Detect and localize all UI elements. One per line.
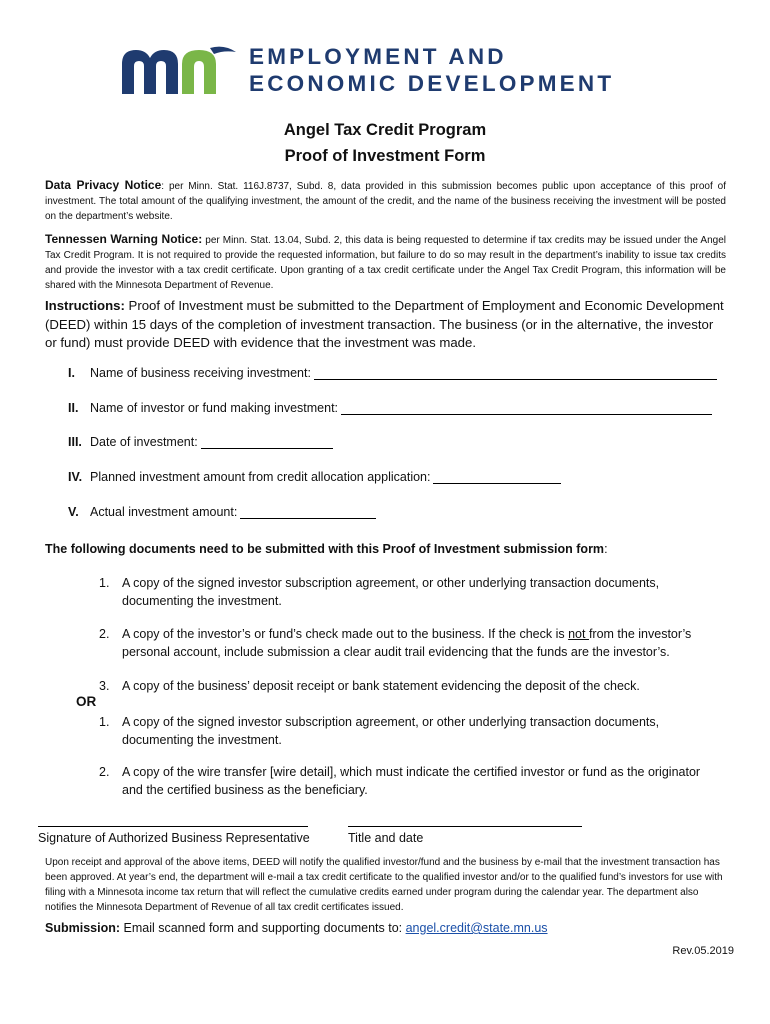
- item-number: 2.: [99, 627, 110, 641]
- document-item: [99, 574, 739, 614]
- field-label: Name of investor or fund making investment:: [90, 401, 339, 415]
- mn-logo: [120, 42, 238, 94]
- field-number: V.: [68, 505, 79, 519]
- item-number: 1.: [99, 576, 110, 590]
- field-planned-amount: [68, 470, 561, 484]
- tennessen-text: per Minn. Stat. 13.04, Subd. 2, this data is being requested to determine if tax credits may be issued under the Angel Tax Credit Program. It is not required to provide the requested information, but failure to do so may result in the department’s inability to issue tax credits and provide the investor with a tax credit certificate. Upon granting of a tax credit certificate under the Angel Tax Credit Program, this information will be shared with the Minnesota Department of Revenue.: [45, 235, 727, 291]
- item-text-line2: and the certified business as the beneficiary.: [122, 783, 368, 797]
- title-date-label: Title and date: [348, 831, 424, 845]
- item-text-part-b: from the investor’s: [588, 627, 692, 641]
- business-name-input[interactable]: [314, 366, 717, 380]
- signature-line[interactable]: [38, 826, 308, 827]
- form-title-line2: Proof of Investment Form: [284, 147, 486, 165]
- org-line1: EMPLOYMENT AND: [249, 44, 507, 69]
- item-text-line2: documenting the investment.: [122, 594, 282, 608]
- item-number: 2.: [99, 765, 110, 779]
- instructions: [45, 297, 727, 353]
- field-investor-name: [68, 401, 712, 415]
- item-text-line1: [122, 625, 691, 643]
- documents-heading: [45, 542, 608, 556]
- document-item: [99, 625, 739, 665]
- field-number: II.: [68, 401, 79, 415]
- document-item: [99, 677, 739, 697]
- logo-swoosh: [210, 47, 236, 54]
- form-title-line1: Angel Tax Credit Program: [283, 121, 487, 139]
- planned-amount-input[interactable]: [433, 470, 561, 484]
- org-line2: ECONOMIC DEVELOPMENT: [249, 71, 615, 96]
- field-label: Actual investment amount:: [90, 505, 238, 519]
- instructions-label: Instructions:: [45, 298, 125, 313]
- logo-n-shape: [182, 50, 216, 94]
- item-text-part-a: A copy of the investor’s or fund’s check made out to the business. If the check is: [122, 627, 569, 641]
- item-text-emphasis: not: [568, 627, 589, 641]
- field-investment-date: [68, 435, 333, 449]
- instructions-text: Proof of Investment must be submitted to the Department of Employment and Economic Development (DEED) within 15 days of the completion of investment transaction. The business (or in the alternative, the investor or fund) must provide DEED with evidence that the investment was made.: [45, 298, 724, 350]
- submission-email-link[interactable]: angel.credit@state.mn.us: [405, 921, 548, 935]
- item-text-line2: documenting the investment.: [122, 733, 282, 747]
- item-text-line1: A copy of the signed investor subscription agreement, or other underlying transaction documents,: [122, 715, 660, 729]
- privacy-label: Data Privacy Notice: [45, 178, 162, 192]
- item-text-line2: personal account, include submission a clear audit trail evidencing that the funds are the investor’s.: [122, 645, 670, 659]
- item-number: 1.: [99, 715, 110, 729]
- documents-heading-text: The following documents need to be submitted with this Proof of Investment submission form: [45, 542, 605, 556]
- field-actual-amount: [68, 505, 376, 519]
- item-text-line1: A copy of the wire transfer [wire detail], which must indicate the certified investor or fund as the originator: [122, 765, 701, 779]
- field-business-name: [68, 366, 717, 380]
- field-number: I.: [68, 366, 75, 380]
- org-name: [249, 43, 614, 97]
- document-item: [99, 713, 739, 753]
- tennessen-warning: [45, 232, 726, 293]
- documents-heading-colon: :: [604, 542, 608, 556]
- title-date-line[interactable]: [348, 826, 582, 827]
- signature-label: Signature of Authorized Business Representative: [38, 831, 310, 845]
- or-separator: OR: [76, 694, 97, 709]
- approval-notice: Upon receipt and approval of the above items, DEED will notify the qualified investor/fund and the business by e-mail that the investment transaction has been approved. At year’s end, the department will e-mail a tax credit certificate to the qualified investor and/or to the qualified fund’s investors for use with filing with a Minnesota income tax return that will reflect the cumulative credits earned under program during the calendar year. The department also notifies the Minnesota Department of Revenue of all tax credit certificates issued.: [45, 857, 723, 913]
- field-number: III.: [68, 435, 82, 449]
- field-number: IV.: [68, 470, 83, 484]
- field-label: Name of business receiving investment:: [90, 366, 311, 380]
- tennessen-label: Tennessen Warning Notice:: [45, 232, 203, 246]
- data-privacy-notice: [45, 178, 726, 224]
- revision-label: Rev.05.2019: [672, 945, 734, 957]
- investment-date-input[interactable]: [201, 435, 333, 449]
- document-item: [99, 763, 744, 803]
- logo-m-shape: [122, 50, 178, 94]
- actual-amount-input[interactable]: [240, 505, 376, 519]
- investor-name-input[interactable]: [341, 401, 712, 415]
- submission-line: [45, 921, 548, 935]
- item-number: 3.: [99, 679, 110, 693]
- field-label: Date of investment:: [90, 435, 198, 449]
- privacy-text: : per Minn. Stat. 116J.8737, Subd. 8, data provided in this submission becomes public upon acceptance of this proof of investment. The total amount of the qualifying investment, the amount of the credit, and the name of the business receiving the investment will be posted on the department’s website.: [45, 181, 726, 222]
- item-text-line1: A copy of the business’ deposit receipt or bank statement evidencing the deposit of the check.: [122, 679, 640, 693]
- submission-label: Submission:: [45, 921, 121, 935]
- submission-text: Email scanned form and supporting documents to:: [120, 921, 406, 935]
- item-text-line1: A copy of the signed investor subscription agreement, or other underlying transaction documents,: [122, 576, 660, 590]
- field-label: Planned investment amount from credit allocation application:: [90, 470, 431, 484]
